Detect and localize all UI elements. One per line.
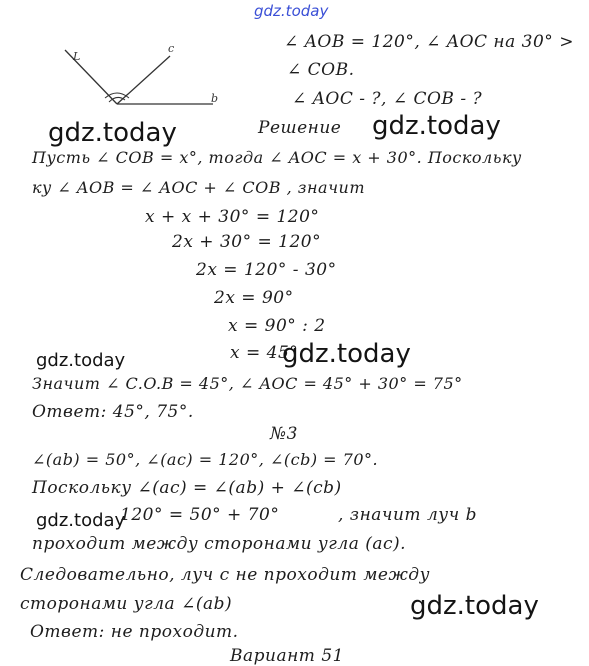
answer-1: Ответ: 45°, 75°.: [32, 402, 194, 422]
solution-line-1: Пусть ∠ COB = x°, тогда ∠ AOC = x + 30°. Поскольку: [32, 148, 522, 167]
watermark: gdz.today: [36, 510, 126, 531]
conclusion-start: , значит луч b: [338, 505, 478, 525]
watermark: gdz.today: [36, 350, 126, 371]
result-line: Значит ∠ C.O.B = 45°, ∠ AOC = 45° + 30° = 75°: [32, 374, 463, 393]
given-line-1: ∠ AOB = 120°, ∠ AOC на 30° >: [284, 32, 574, 52]
problem-number: №3: [270, 424, 298, 444]
given-line-2: ∠ COB.: [287, 60, 355, 80]
header-watermark: gdz.today: [254, 2, 329, 20]
solution-line-2: ку ∠ AOB = ∠ AOC + ∠ COB , значит: [32, 178, 366, 197]
ray-c: [117, 56, 170, 104]
equation-2: 2x + 30° = 120°: [172, 232, 322, 252]
since-line: Поскольку ∠(ac) = ∠(ab) + ∠(cb): [32, 478, 342, 498]
given-angles: ∠(ab) = 50°, ∠(ac) = 120°, ∠(cb) = 70°.: [32, 450, 379, 469]
conclusion-line-1: проходит между сторонами угла (ac).: [32, 534, 407, 554]
variant-label: Вариант 51: [230, 646, 344, 666]
solution-heading: Решение: [258, 118, 342, 138]
equation-4: 2x = 90°: [214, 288, 294, 308]
watermark: gdz.today: [282, 339, 411, 369]
equation-1: x + x + 30° = 120°: [145, 207, 320, 227]
label-a: L: [73, 50, 81, 63]
watermark: gdz.today: [410, 591, 539, 621]
equation-3: 2x = 120° - 30°: [196, 260, 337, 280]
equation-5: x = 90° : 2: [228, 316, 326, 336]
watermark: gdz.today: [372, 111, 501, 141]
equation-6: x = 45°: [230, 343, 299, 363]
label-b: b: [211, 92, 219, 105]
angle-figure: [55, 38, 225, 118]
check-equation: 120° = 50° + 70°: [120, 505, 280, 525]
watermark: gdz.today: [48, 118, 177, 148]
conclusion-line-3: сторонами угла ∠(ab): [20, 594, 233, 614]
label-c: c: [168, 42, 175, 55]
conclusion-line-2: Следовательно, луч c не проходит между: [20, 565, 430, 585]
unknowns-line: ∠ AOC - ?, ∠ COB - ?: [292, 89, 483, 109]
answer-2: Ответ: не проходит.: [30, 622, 239, 642]
